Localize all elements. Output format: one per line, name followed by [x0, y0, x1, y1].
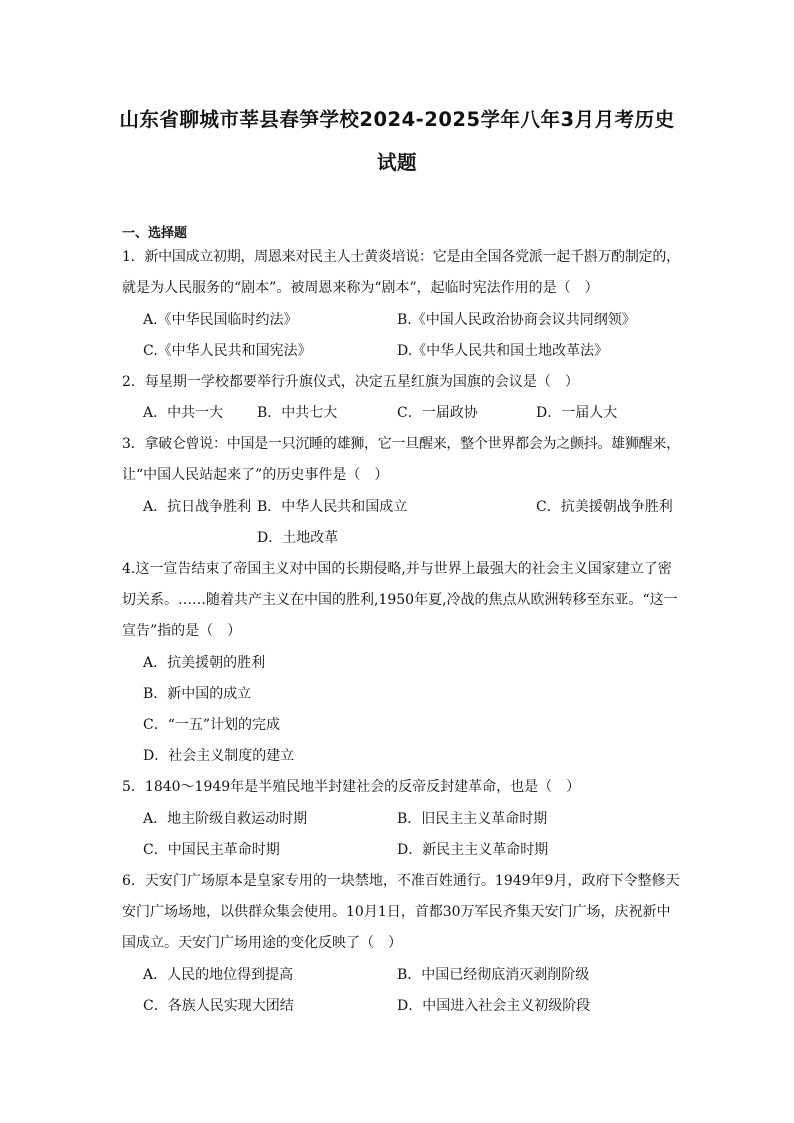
option-c: C.《中华人民共和国宪法》 — [143, 343, 312, 359]
option-a: A．抗美援朝的胜利 — [143, 655, 266, 671]
exam-title-line-2: 试题 — [376, 151, 417, 174]
option-a: A．人民的地位得到提高 — [143, 967, 294, 983]
option-b: B．新中国的成立 — [143, 686, 252, 702]
option-d: D.《中华人民共和国土地改革法》 — [397, 343, 609, 359]
question-text: 让“中国人民站起来了”的历史事件是（ ） — [122, 467, 389, 483]
question-text: 4.这一宣告结束了帝国主义对中国的长期侵略,并与世界上最强大的社会主义国家建立了密 — [122, 561, 672, 577]
option-b: B．中国已经彻底消灭剥削阶级 — [397, 967, 590, 983]
option-a: A．地主阶级自救运动时期 — [143, 811, 308, 827]
option-a: A．中共一大 — [143, 405, 224, 421]
option-c: C．“一五”计划的完成 — [143, 717, 281, 733]
question-text: 国成立。天安门广场用途的变化反映了（ ） — [122, 935, 402, 951]
question-text: 6．天安门广场原本是皇家专用的一块禁地，不准百姓通行。1949年9月，政府下令整修天 — [122, 873, 680, 889]
question-text: 5．1840～1949年是半殖民地半封建社会的反帝反封建革命，也是（ ） — [122, 779, 581, 795]
option-b: B．旧民主主义革命时期 — [397, 811, 548, 827]
option-c: C．一届政协 — [397, 405, 478, 421]
option-d: D．新民主主义革命时期 — [397, 842, 549, 858]
option-a: A．抗日战争胜利 — [143, 499, 252, 515]
option-d: D．一届人大 — [536, 405, 618, 421]
question-text: 就是为人民服务的“剧本”。被周恩来称为“剧本”，起临时宪法作用的是（ ） — [122, 280, 599, 296]
option-c: C．抗美援朝战争胜利 — [536, 499, 673, 515]
section-heading: 一、选择题 — [122, 226, 188, 241]
question-text: 切关系。……随着共产主义在中国的胜利,1950年夏,冷战的焦点从欧洲转移至东亚。“这一 — [122, 592, 678, 608]
question-text: 宣告”指的是（ ） — [122, 623, 242, 639]
option-d: D．中国进入社会主义初级阶段 — [397, 998, 591, 1014]
option-d: D．土地改革 — [257, 530, 339, 546]
option-b: B．中华人民共和国成立 — [257, 499, 408, 515]
option-b: B.《中国人民政治协商会议共同纲领》 — [397, 312, 636, 328]
exam-title-line-1: 山东省聊城市莘县春笋学校2024-2025学年八年3月月考历史 — [119, 108, 675, 131]
option-d: D．社会主义制度的建立 — [143, 748, 295, 764]
question-text: 3．拿破仑曾说：中国是一只沉睡的雄狮，它一旦醒来，整个世界都会为之颤抖。雄狮醒来， — [122, 436, 680, 452]
question-text: 安门广场场地，以供群众集会使用。10月1日，首都30万军民齐集天安门广场，庆祝新中 — [122, 904, 671, 920]
option-a: A.《中华民国临时约法》 — [143, 312, 298, 328]
question-text: 1．新中国成立初期，周恩来对民主人士黄炎培说：它是由全国各党派一起千斟万酌制定的， — [122, 249, 680, 265]
option-c: C．中国民主革命时期 — [143, 842, 280, 858]
option-c: C．各族人民实现大团结 — [143, 998, 294, 1014]
option-b: B．中共七大 — [257, 405, 338, 421]
question-text: 2．每星期一学校都要举行升旗仪式，决定五星红旗为国旗的会议是（ ） — [122, 374, 579, 390]
